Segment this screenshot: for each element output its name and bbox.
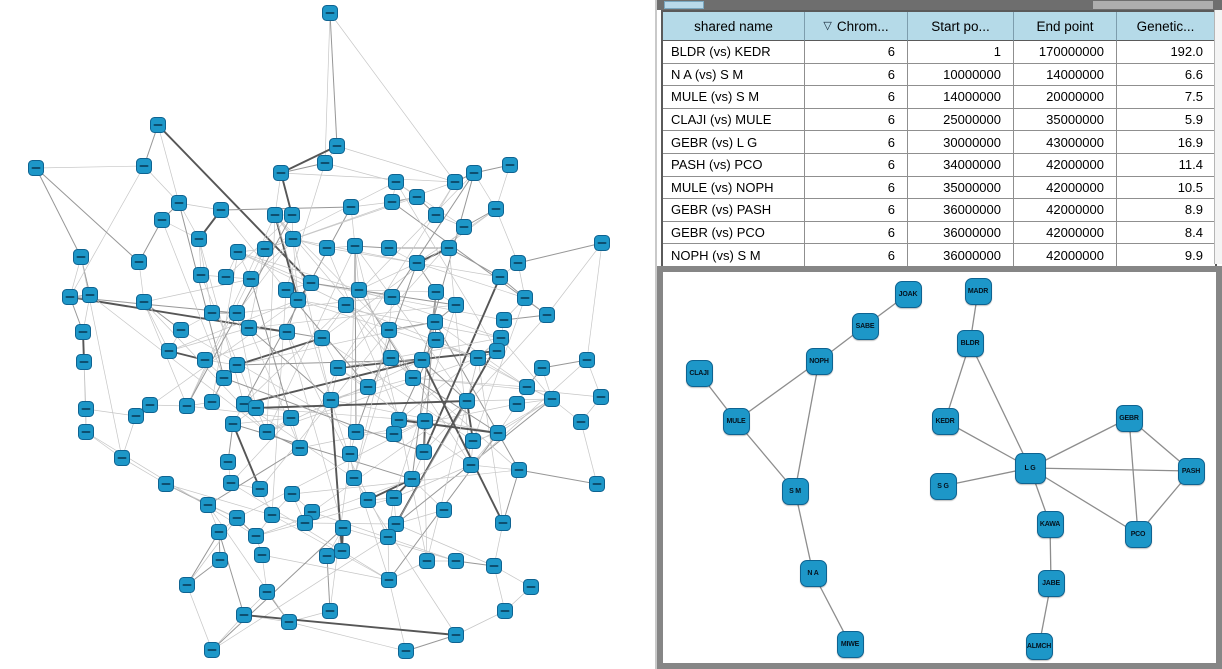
network-node-label [32, 167, 41, 169]
network-node-label [395, 419, 404, 421]
network-edge [581, 422, 597, 484]
network-node-label [216, 559, 225, 561]
network-node-label [527, 586, 536, 588]
sort-filter-icon[interactable]: ▽ [823, 19, 832, 32]
network-node-label [140, 165, 149, 167]
network-node-label [460, 226, 469, 228]
table-row[interactable] [663, 199, 1215, 222]
network-node-label [321, 162, 330, 164]
subnetwork-edge [970, 343, 1030, 468]
table-row[interactable] [663, 131, 1215, 154]
network-node-label [339, 527, 348, 529]
subnetwork-edges-svg [663, 272, 1216, 663]
table-body [663, 41, 1215, 267]
network-node-label [308, 511, 317, 513]
vertical-scrollbar-track[interactable] [1214, 10, 1222, 264]
network-edge [330, 13, 455, 182]
network-node-label [227, 482, 236, 484]
network-node-label [432, 291, 441, 293]
network-node-label [256, 488, 265, 490]
table-cell: PASH (vs) PCO [663, 154, 805, 177]
horizontal-scrollbar[interactable] [657, 0, 1222, 10]
table-cell: 6 [805, 244, 908, 267]
network-edge [212, 537, 388, 650]
network-node-label [282, 289, 291, 291]
table-row[interactable] [663, 222, 1215, 245]
network-node-label [452, 560, 461, 562]
subnetwork-edge [1129, 418, 1138, 534]
network-edge [413, 378, 601, 397]
table-cell: 30000000 [908, 131, 1014, 154]
network-edge [244, 615, 456, 635]
network-node-label [224, 461, 233, 463]
column-header-label: End point [1036, 18, 1094, 34]
table-cell: 5.9 [1117, 109, 1215, 132]
network-node-label [583, 359, 592, 361]
network-node-label [183, 584, 192, 586]
network-node-label [346, 453, 355, 455]
scrollbar-thumb[interactable] [664, 1, 704, 9]
network-node-label [215, 531, 224, 533]
table-row[interactable] [663, 86, 1215, 109]
subnetwork-node-sabe[interactable]: SABE [852, 313, 879, 340]
network-node-label [385, 329, 394, 331]
network-node-label [593, 483, 602, 485]
network-node-label [364, 499, 373, 501]
subnetwork-edge [795, 361, 819, 491]
table-cell: 42000000 [1014, 222, 1117, 245]
network-node-label [523, 386, 532, 388]
subnetwork-panel [657, 266, 1222, 669]
network-node-label [543, 314, 552, 316]
network-node-label [500, 319, 509, 321]
network-edge [587, 243, 602, 360]
network-node-label [390, 497, 399, 499]
network-node-label [342, 304, 351, 306]
column-header-genetic---[interactable] [1117, 12, 1215, 41]
table-cell: 8.9 [1117, 199, 1215, 222]
table-cell: 9.9 [1117, 244, 1215, 267]
network-node-label [132, 415, 141, 417]
network-node-label [392, 181, 401, 183]
table-cell: 36000000 [908, 244, 1014, 267]
network-node-label [423, 560, 432, 562]
network-node-label [501, 610, 510, 612]
network-node-label [252, 535, 261, 537]
network-node-label [490, 565, 499, 567]
table-cell: GEBR (vs) PASH [663, 199, 805, 222]
network-node-label [158, 219, 167, 221]
network-node-label [440, 509, 449, 511]
table-row[interactable] [663, 244, 1215, 267]
table-cell: 35000000 [908, 177, 1014, 200]
network-node-label [598, 242, 607, 244]
table-cell: 20000000 [1014, 86, 1117, 109]
network-node-label [390, 433, 399, 435]
table-cell: 8.4 [1117, 222, 1215, 245]
network-edge [212, 528, 343, 650]
attribute-table [661, 10, 1217, 268]
table-cell: 11.4 [1117, 154, 1215, 177]
network-node-label [288, 493, 297, 495]
network-node-label [252, 407, 261, 409]
table-cell: 6 [805, 154, 908, 177]
subnetwork-node-mule[interactable]: MULE [723, 408, 750, 435]
network-node-label [208, 649, 217, 651]
network-node-label [86, 294, 95, 296]
network-node-label [355, 289, 364, 291]
column-header-label: Genetic... [1136, 18, 1195, 34]
network-node-label [347, 206, 356, 208]
table-cell: 6.6 [1117, 64, 1215, 87]
network-node-label [307, 282, 316, 284]
network-node-label [233, 517, 242, 519]
network-node-label [263, 431, 272, 433]
network-node-label [499, 522, 508, 524]
network-node-label [245, 327, 254, 329]
subnetwork-canvas[interactable] [663, 272, 1216, 663]
network-node-label [204, 504, 213, 506]
subnetwork-node-jabe[interactable]: JABE [1038, 570, 1065, 597]
network-node-label [323, 555, 332, 557]
table-row[interactable] [663, 64, 1215, 87]
network-node-label [408, 478, 417, 480]
table-cell: 36000000 [908, 199, 1014, 222]
network-node-label [326, 12, 335, 14]
network-edge [422, 173, 474, 360]
network-edge [36, 168, 139, 262]
subnetwork-node-miwe[interactable]: MIWE [837, 631, 864, 658]
table-cell: NOPH (vs) S M [663, 244, 805, 267]
network-node-label [364, 386, 373, 388]
network-node-label [283, 331, 292, 333]
table-cell: N A (vs) S M [663, 64, 805, 87]
network-node-label [208, 401, 217, 403]
column-header-end-point[interactable] [1014, 12, 1117, 41]
network-node-label [418, 359, 427, 361]
network-edge [327, 556, 330, 611]
network-node-label [201, 359, 210, 361]
subnetwork-node-kawa[interactable]: KAWA [1037, 511, 1064, 538]
table-header-row [663, 12, 1215, 41]
table-cell: 16.9 [1117, 131, 1215, 154]
column-header-label: Chrom... [836, 18, 889, 34]
network-node-label [493, 350, 502, 352]
network-node-label [140, 301, 149, 303]
network-node-label [285, 621, 294, 623]
network-node-label [263, 591, 272, 593]
network-node-label [413, 196, 422, 198]
table-cell: 25000000 [908, 109, 1014, 132]
network-node-label [333, 145, 342, 147]
table-cell: 6 [805, 109, 908, 132]
table-row[interactable] [663, 109, 1215, 132]
column-header-start-po---[interactable] [908, 12, 1014, 41]
table-cell: 43000000 [1014, 131, 1117, 154]
network-node-label [323, 247, 332, 249]
network-edge [399, 420, 427, 561]
network-node-label [287, 417, 296, 419]
network-node-label [82, 408, 91, 410]
table-cell: BLDR (vs) KEDR [663, 41, 805, 64]
network-node-label [538, 367, 547, 369]
table-cell: MULE (vs) NOPH [663, 177, 805, 200]
network-node-label [220, 377, 229, 379]
subnetwork-edge [1030, 468, 1191, 471]
network-node-label [296, 447, 305, 449]
table-cell: 6 [805, 131, 908, 154]
column-header-label: Start po... [931, 18, 990, 34]
network-edge [396, 524, 494, 566]
network-node-label [431, 321, 440, 323]
network-node-label [514, 262, 523, 264]
subnetwork-node-kedr[interactable]: KEDR [932, 408, 959, 435]
right-panel-column [655, 0, 1222, 669]
network-node-label [175, 202, 184, 204]
network-node-label [452, 304, 461, 306]
table-cell: 36000000 [908, 222, 1014, 245]
subnetwork-node-pco[interactable]: PCO [1125, 521, 1152, 548]
subnetwork-node-s-g[interactable]: S G [930, 473, 957, 500]
network-node-label [494, 432, 503, 434]
network-edge [36, 168, 81, 257]
network-node-label [421, 420, 430, 422]
network-node-label [492, 208, 501, 210]
network-node-label [118, 457, 127, 459]
network-node-label [162, 483, 171, 485]
network-node-label [229, 423, 238, 425]
network-node-label [79, 331, 88, 333]
network-node-label [452, 634, 461, 636]
subnetwork-node-claji[interactable]: CLAJI [686, 360, 713, 387]
table-cell: 192.0 [1117, 41, 1215, 64]
network-node-label [82, 431, 91, 433]
network-node-label [66, 296, 75, 298]
network-node-label [432, 214, 441, 216]
table-cell: 6 [805, 64, 908, 87]
column-header-shared-name[interactable] [663, 12, 805, 41]
network-node-label [334, 367, 343, 369]
network-node-label [445, 247, 454, 249]
network-node-label [277, 172, 286, 174]
table-cell: 170000000 [1014, 41, 1117, 64]
subnetwork-node-s-m[interactable]: S M [782, 478, 809, 505]
network-node-label [195, 238, 204, 240]
network-edge [519, 470, 597, 484]
network-node-label [548, 398, 557, 400]
network-node-label [392, 523, 401, 525]
table-row[interactable] [663, 177, 1215, 200]
network-node-label [384, 536, 393, 538]
network-node-label [432, 339, 441, 341]
subnetwork-node-gebr[interactable]: GEBR [1116, 405, 1143, 432]
network-node-label [135, 261, 144, 263]
network-node-label [515, 469, 524, 471]
network-node-label [271, 214, 280, 216]
network-node-label [197, 274, 206, 276]
network-node-label [350, 477, 359, 479]
network-node-label [420, 451, 429, 453]
table-cell: 14000000 [908, 86, 1014, 109]
network-edge [187, 585, 212, 650]
network-node-label [233, 312, 242, 314]
network-node-label [208, 312, 217, 314]
network-node-label [247, 278, 256, 280]
network-node-label [496, 276, 505, 278]
table-cell: 6 [805, 222, 908, 245]
table-cell: 14000000 [1014, 64, 1117, 87]
network-node-label [258, 554, 267, 556]
network-edge [70, 166, 144, 297]
network-edge [289, 622, 406, 651]
network-node-label [234, 251, 243, 253]
column-header-label: shared name [694, 18, 773, 34]
network-node-label [521, 297, 530, 299]
network-node-label [301, 522, 310, 524]
subnetwork-node-noph[interactable]: NOPH [806, 348, 833, 375]
network-node-label [338, 550, 347, 552]
network-node-label [261, 248, 270, 250]
subnetwork-node-pash[interactable]: PASH [1178, 458, 1205, 485]
subnetwork-node-madr[interactable]: MADR [965, 278, 992, 305]
subnetwork-node-n-a[interactable]: N A [800, 560, 827, 587]
table-cell: 10000000 [908, 64, 1014, 87]
network-node-label [352, 431, 361, 433]
network-node-label [77, 256, 86, 258]
table-row[interactable] [663, 154, 1215, 177]
network-node-label [177, 329, 186, 331]
network-node-label [402, 650, 411, 652]
network-node-label [165, 350, 174, 352]
network-node-label [183, 405, 192, 407]
subnetwork-node-almch[interactable]: ALMCH [1026, 633, 1053, 660]
network-node-label [469, 440, 478, 442]
network-node-label [268, 514, 277, 516]
network-node-label [240, 403, 249, 405]
network-node-label [217, 209, 226, 211]
network-node-label [470, 172, 479, 174]
table-cell: 42000000 [1014, 199, 1117, 222]
network-node-label [474, 357, 483, 359]
table-cell: GEBR (vs) PCO [663, 222, 805, 245]
edge-attribute-table-panel [657, 0, 1222, 266]
network-edge [272, 290, 286, 515]
table-cell: 1 [908, 41, 1014, 64]
network-node-label [351, 245, 360, 247]
network-edge [368, 500, 456, 635]
network-edge [330, 13, 337, 146]
network-node-label [388, 296, 397, 298]
network-node-label [294, 299, 303, 301]
table-cell: 6 [805, 177, 908, 200]
network-node-label [577, 421, 586, 423]
table-cell: 34000000 [908, 154, 1014, 177]
network-node-label [233, 364, 242, 366]
network-node-label [326, 610, 335, 612]
table-cell: 35000000 [1014, 109, 1117, 132]
network-node-label [154, 124, 163, 126]
column-header-chrom---[interactable] [805, 12, 908, 41]
network-node-label [497, 337, 506, 339]
subnetwork-node-bldr[interactable]: BLDR [957, 330, 984, 357]
network-node-label [288, 214, 297, 216]
table-cell: 6 [805, 86, 908, 109]
table-cell: 42000000 [1014, 154, 1117, 177]
table-cell: 42000000 [1014, 244, 1117, 267]
network-node-label [506, 164, 515, 166]
network-node-label [385, 579, 394, 581]
network-node-label [240, 614, 249, 616]
network-node-label [409, 377, 418, 379]
network-node-label [327, 399, 336, 401]
network-node-label [467, 464, 476, 466]
network-edge [237, 338, 322, 365]
table-cell: CLAJI (vs) MULE [663, 109, 805, 132]
network-node-label [413, 262, 422, 264]
network-node-label [388, 201, 397, 203]
network-edge [343, 528, 456, 561]
network-node-label [222, 276, 231, 278]
table-cell: GEBR (vs) L G [663, 131, 805, 154]
network-node-label [463, 400, 472, 402]
network-node-label [387, 357, 396, 359]
table-cell: MULE (vs) S M [663, 86, 805, 109]
subnetwork-node-joak[interactable]: JOAK [895, 281, 922, 308]
network-node-label [451, 181, 460, 183]
network-edge [219, 532, 244, 615]
network-node-label [80, 361, 89, 363]
network-edge [389, 580, 406, 651]
network-node-label [318, 337, 327, 339]
scrollbar-track-segment[interactable] [1093, 1, 1213, 9]
network-node-label [385, 247, 394, 249]
table-cell: 10.5 [1117, 177, 1215, 200]
network-edge [325, 163, 396, 182]
network-node-label [289, 238, 298, 240]
network-node-label [513, 403, 522, 405]
network-edge [325, 13, 330, 163]
subnetwork-node-l-g[interactable]: L G [1015, 453, 1046, 484]
network-node-label [597, 396, 606, 398]
network-edge [36, 166, 144, 168]
network-edge [205, 332, 287, 360]
table-cell: 7.5 [1117, 86, 1215, 109]
network-edge [496, 209, 518, 263]
table-cell: 42000000 [1014, 177, 1117, 200]
table-cell: 6 [805, 41, 908, 64]
network-node-label [146, 404, 155, 406]
table-cell: 6 [805, 199, 908, 222]
table-row[interactable] [663, 41, 1215, 64]
